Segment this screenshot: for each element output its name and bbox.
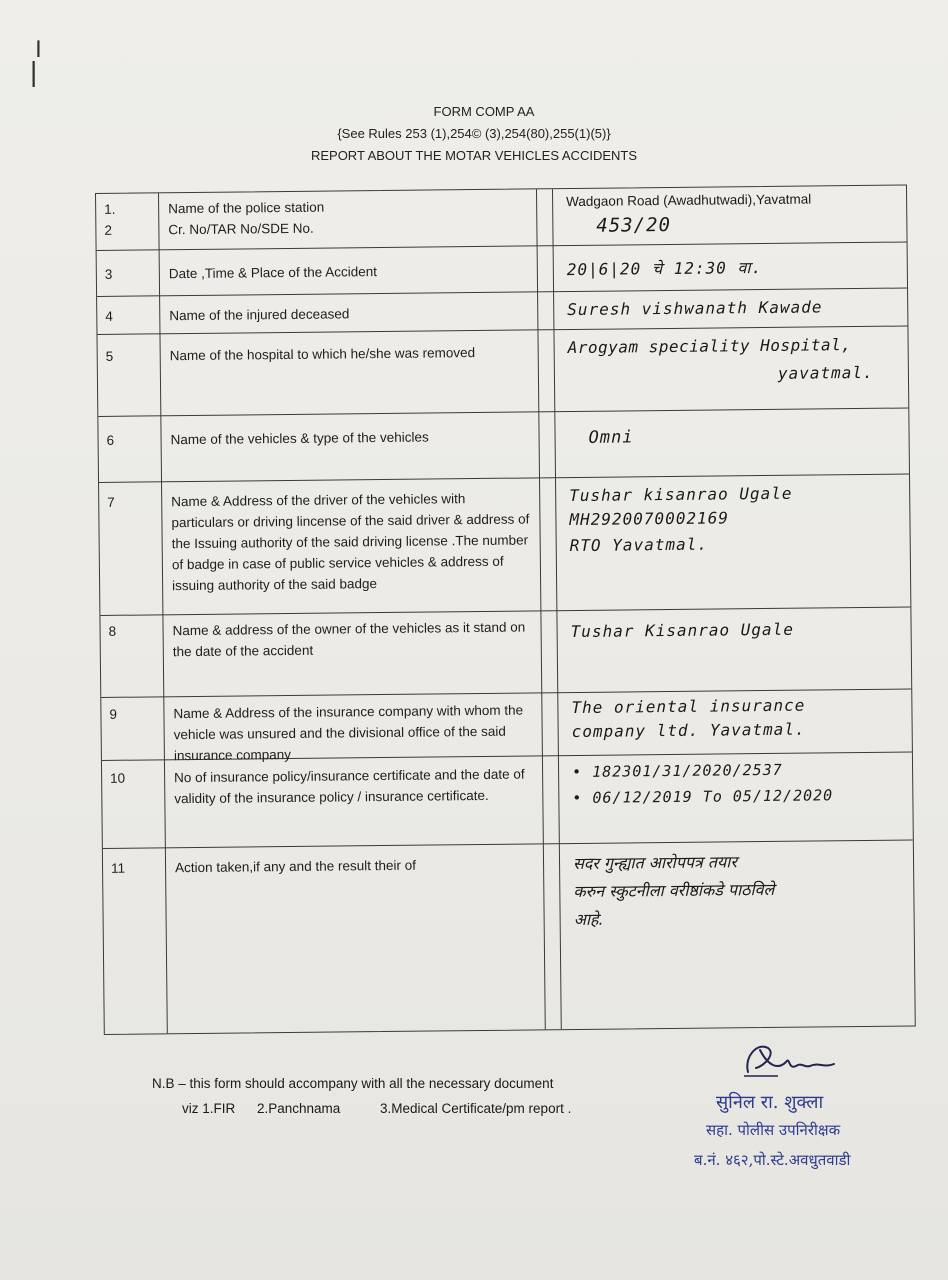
field-label: No of insurance policy/insurance certificate and the date of validity of the insurance policy / insurance certificate. [174,766,525,807]
police-station-value: Wadgaon Road (Awadhutwadi),Yavatmal [566,191,812,210]
driver-rto-value: RTO Yavatmal. [569,534,709,556]
document-fir: viz 1.FIR [182,1101,236,1116]
row-number: 7 [107,494,115,510]
row-number: 11 [110,860,126,876]
policy-validity-value: • 06/12/2019 To 05/12/2020 [572,786,834,808]
accident-report-table [95,184,916,1034]
row-number: 10 [110,770,126,786]
field-label: Name & Address of the driver of the vehicles with particulars or driving lincense of the said driver & address of the Issuing authority of the said driving license .The number of badge in case of public service vehicles & address of issuing authority of the said badge [171,491,530,594]
hospital-value-line2: yavatmal. [777,362,874,383]
field-label: Name of the vehicles & type of the vehicles [170,429,429,448]
injured-name-value: Suresh vishwanath Kawade [567,297,823,320]
row-number: 4 [105,308,113,324]
field-label: Name & address of the owner of the vehicles as it stand on the date of the accident [172,619,526,660]
report-title: REPORT ABOUT THE MOTAR VEHICLES ACCIDENTS [310,148,638,163]
field-label: Name & Address of the insurance company with whom the vehicle was unsured and the divisional office of the said insurance company [173,702,524,764]
row-number: 1. [104,201,116,217]
document-panchnama: 2.Panchnama [257,1101,341,1116]
row-divider [98,407,908,416]
row-number: 6 [106,432,115,448]
field-label: Name of the injured deceased [169,306,350,324]
insurer-value-line1: The oriental insurance [571,695,806,718]
footer-note: N.B – this form should accompany with all the necessary document [152,1076,554,1091]
hospital-value-line1: Arogyam speciality Hospital, [567,335,852,358]
field-label: Date ,Time & Place of the Accident [168,264,378,282]
action-taken-line1: सदर गुन्ह्यात आरोपपत्र तयार [572,852,738,874]
field-label: Name of the police station [168,199,325,217]
signature [738,1036,858,1082]
field-label: Name of the hospital to which he/she was removed [169,345,476,364]
driver-license-value: MH2920070002169 [569,508,730,530]
form-title: FORM COMP AA [433,104,535,119]
row-divider [103,839,913,848]
crime-number-value: 453/20 [596,213,672,237]
policy-number-value: • 182301/31/2020/2537 [571,760,783,782]
rules-reference: {See Rules 253 (1),254© (3),254(80),255(1)(5)} [337,126,611,141]
row-number: 2 [104,222,112,238]
action-taken-line2: करुन स्कुटनीला वरीष्ठांकडे पाठविले [573,879,775,902]
row-number: 8 [108,623,117,639]
stamp-name: सुनिल रा. शुक्ला [716,1092,824,1113]
owner-value: Tushar Kisanrao Ugale [570,619,795,642]
row-number: 3 [104,266,113,282]
row-number: 9 [109,706,118,722]
field-label: Action taken,if any and the result their of [174,857,417,876]
insurer-value-line2: company ltd. Yavatmal. [571,719,806,742]
margin-tick: ╷ [30,25,47,56]
row-divider [97,242,907,251]
stamp-station: ब.नं. ४६२,पो.स्टे.अवधुतवाडी [694,1151,851,1169]
stamp-designation: सहा. पोलीस उपनिरीक्षक [706,1121,841,1139]
row-divider [100,606,910,615]
field-label: Cr. No/TAR No/SDE No. [168,220,314,238]
action-taken-line3: आहे. [573,909,604,930]
document-medical: 3.Medical Certificate/pm report . [380,1101,572,1116]
margin-tick: | [30,56,38,87]
accident-datetime-value: 20|6|20 चे 12:30 वा. [566,258,763,280]
vehicle-type-value: Omni [588,427,634,448]
row-number: 5 [105,348,114,364]
driver-name-value: Tushar kisanrao Ugale [569,483,793,506]
